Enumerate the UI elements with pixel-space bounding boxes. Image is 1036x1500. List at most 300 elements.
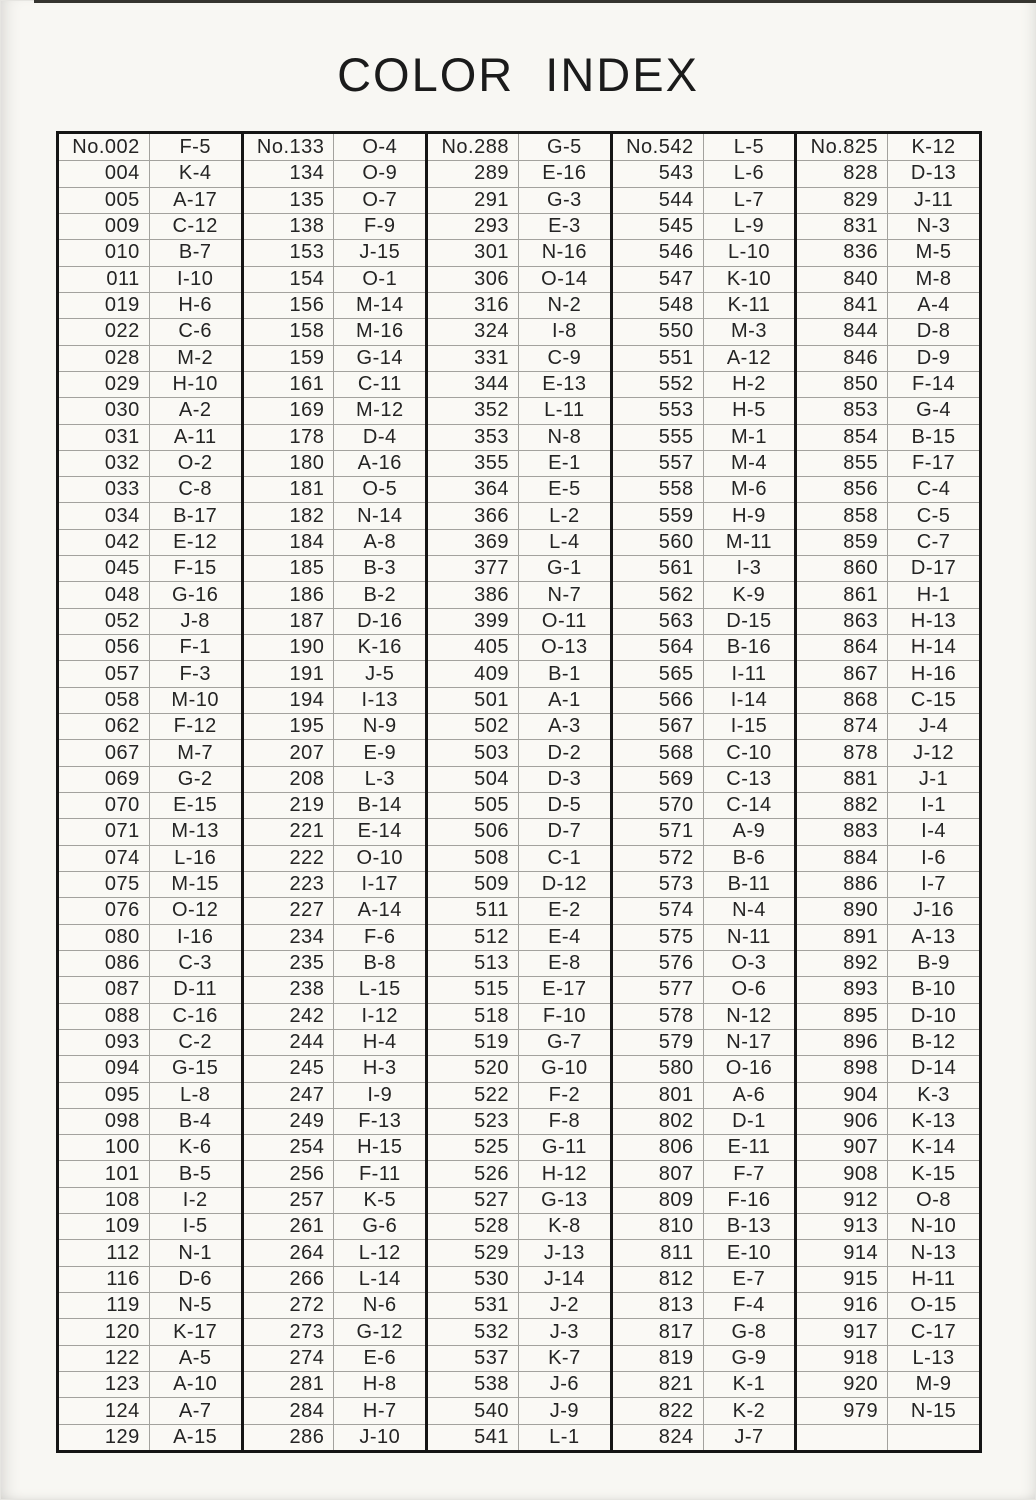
cell-grid-code: K-17 xyxy=(173,1320,218,1343)
color-number: 129 xyxy=(104,1425,140,1448)
cell-color-number xyxy=(428,1425,519,1450)
color-number: 546 xyxy=(658,241,694,264)
color-number: 293 xyxy=(474,215,509,238)
table-row xyxy=(244,581,426,607)
table-row xyxy=(797,950,979,976)
cell-color-number xyxy=(244,767,335,792)
cell-grid-code: F-12 xyxy=(173,715,217,738)
table-row xyxy=(613,660,795,686)
table-row xyxy=(244,345,426,371)
table-row xyxy=(244,766,426,792)
color-number: 874 xyxy=(843,715,879,738)
table-row xyxy=(59,1266,241,1292)
cell-color-number xyxy=(797,1030,888,1055)
cell-color-number xyxy=(797,556,888,581)
color-number: 184 xyxy=(289,530,325,553)
color-number: 405 xyxy=(474,636,509,659)
color-number: 289 xyxy=(474,162,509,185)
cell-grid-code: H-7 xyxy=(362,1399,397,1422)
table-row xyxy=(428,581,610,607)
cell-color-number xyxy=(428,793,519,818)
cell-grid-code: A-13 xyxy=(911,925,956,948)
table-row xyxy=(613,555,795,581)
cell-grid-code: M-6 xyxy=(731,478,767,501)
cell-color-number xyxy=(59,1004,150,1029)
cell-color-number xyxy=(797,1083,888,1108)
color-number: 846 xyxy=(843,346,879,369)
color-number: 563 xyxy=(658,609,694,632)
cell-grid-code: I-17 xyxy=(361,873,399,896)
color-number: 159 xyxy=(289,346,325,369)
cell-color-number xyxy=(797,267,888,292)
color-number: 562 xyxy=(658,583,694,606)
table-row xyxy=(428,871,610,897)
cell-grid-code: C-2 xyxy=(178,1031,213,1054)
color-number: 543 xyxy=(658,162,694,185)
color-number: 566 xyxy=(658,688,694,711)
cell-grid-code: A-12 xyxy=(726,346,772,369)
cell-color-number xyxy=(797,1267,888,1292)
table-row xyxy=(613,1345,795,1371)
cell-grid-code: E-13 xyxy=(542,373,587,396)
cell-grid-code: L-3 xyxy=(364,767,395,790)
cell-color-number xyxy=(797,767,888,792)
cell-color-number xyxy=(428,214,519,239)
table-row xyxy=(797,792,979,818)
color-number: 281 xyxy=(289,1373,325,1396)
cell-grid-code: N-7 xyxy=(547,583,582,606)
cell-grid-code: D-16 xyxy=(357,609,403,632)
table-row xyxy=(428,424,610,450)
cell-grid-code: B-15 xyxy=(911,425,956,448)
cell-grid-code: D-10 xyxy=(910,1004,957,1027)
cell-grid-code: E-17 xyxy=(542,978,587,1001)
cell-color-number xyxy=(244,214,335,239)
table-row xyxy=(59,134,241,160)
color-number: 112 xyxy=(106,1241,140,1264)
cell-color-number xyxy=(797,688,888,713)
cell-color-number xyxy=(244,293,335,318)
color-number: 532 xyxy=(474,1320,509,1343)
cell-grid-code: N-3 xyxy=(916,215,951,238)
cell-color-number xyxy=(613,134,704,160)
cell-grid-code: O-6 xyxy=(731,978,767,1001)
cell-grid-code: A-8 xyxy=(363,530,397,553)
cell-grid-code: G-8 xyxy=(731,1320,767,1343)
table-row xyxy=(797,634,979,660)
cell-color-number xyxy=(428,530,519,555)
table-row xyxy=(797,239,979,265)
color-number: 886 xyxy=(843,873,879,896)
cell-grid-code: E-3 xyxy=(548,215,581,238)
cell-color-number xyxy=(244,1056,335,1081)
cell-grid-code: C-11 xyxy=(357,373,402,396)
cell-grid-code: D-9 xyxy=(916,346,951,369)
cell-grid-code: G-11 xyxy=(541,1136,587,1159)
table-row xyxy=(797,1108,979,1134)
table-row xyxy=(244,239,426,265)
cell-color-number xyxy=(613,1293,704,1318)
table-row xyxy=(244,818,426,844)
number-prefix: No. xyxy=(626,135,659,158)
color-number: 811 xyxy=(660,1241,694,1264)
color-number: 548 xyxy=(658,294,694,317)
table-row xyxy=(428,713,610,739)
cell-grid-code: L-11 xyxy=(544,399,585,422)
cell-color-number xyxy=(797,951,888,976)
cell-color-number xyxy=(59,161,150,186)
cell-grid-code: A-15 xyxy=(173,1425,218,1448)
table-row xyxy=(797,1213,979,1239)
table-row xyxy=(244,871,426,897)
cell-grid-code: J-3 xyxy=(549,1320,580,1343)
table-row xyxy=(428,1108,610,1134)
color-number: 892 xyxy=(843,952,879,975)
color-number: 859 xyxy=(843,530,879,553)
table-row xyxy=(428,845,610,871)
cell-color-number xyxy=(613,1109,704,1134)
table-row xyxy=(797,1239,979,1265)
color-number: 187 xyxy=(289,609,325,632)
table-row xyxy=(428,687,610,713)
color-number: 004 xyxy=(104,162,140,185)
table-row xyxy=(613,213,795,239)
cell-color-number xyxy=(797,1056,888,1081)
cell-color-number xyxy=(244,240,335,265)
cell-color-number xyxy=(428,293,519,318)
table-row xyxy=(428,318,610,344)
table-row xyxy=(428,792,610,818)
table-row xyxy=(613,871,795,897)
color-number: 156 xyxy=(289,294,325,317)
cell-color-number xyxy=(244,661,335,686)
color-number: 399 xyxy=(474,609,509,632)
table-row xyxy=(797,581,979,607)
table-row xyxy=(244,318,426,344)
color-number: 806 xyxy=(658,1136,694,1159)
cell-color-number xyxy=(59,188,150,213)
cell-grid-code: O-9 xyxy=(362,162,398,185)
cell-color-number xyxy=(428,1214,519,1239)
table-row xyxy=(428,502,610,528)
cell-color-number xyxy=(613,1188,704,1213)
color-number: 574 xyxy=(658,899,694,922)
cell-color-number xyxy=(613,1346,704,1371)
cell-grid-code: D-1 xyxy=(732,1109,766,1132)
cell-grid-code: I-6 xyxy=(921,846,946,869)
color-number: 002 xyxy=(104,135,140,158)
color-number: 801 xyxy=(658,1083,694,1106)
cell-grid-code: A-17 xyxy=(173,188,218,211)
table-row xyxy=(797,924,979,950)
cell-color-number xyxy=(59,661,150,686)
cell-grid-code: E-16 xyxy=(542,162,587,185)
table-row xyxy=(428,266,610,292)
color-number: 509 xyxy=(474,873,509,896)
cell-color-number xyxy=(428,898,519,923)
color-number: 011 xyxy=(106,267,140,290)
cell-color-number xyxy=(797,451,888,476)
table-row xyxy=(428,1266,610,1292)
cell-grid-code: B-10 xyxy=(911,978,956,1001)
color-index-table xyxy=(56,131,982,1453)
table-row xyxy=(428,213,610,239)
cell-color-number xyxy=(244,451,335,476)
table-row xyxy=(244,845,426,871)
table-row xyxy=(59,345,241,371)
cell-grid-code: N-12 xyxy=(726,1004,772,1027)
cell-grid-code: G-3 xyxy=(546,188,582,211)
cell-grid-code: D-15 xyxy=(726,609,772,632)
color-number: 235 xyxy=(289,952,325,975)
cell-color-number xyxy=(428,1398,519,1423)
table-row xyxy=(797,660,979,686)
color-number: 912 xyxy=(843,1188,879,1211)
cell-grid-code: E-14 xyxy=(357,820,402,843)
color-number: 195 xyxy=(289,715,325,738)
cell-grid-code: O-8 xyxy=(916,1188,951,1211)
table-row xyxy=(59,213,241,239)
cell-color-number xyxy=(428,451,519,476)
cell-color-number xyxy=(428,1319,519,1344)
cell-grid-code: L-16 xyxy=(174,846,217,869)
cell-color-number xyxy=(613,1214,704,1239)
color-number: 009 xyxy=(104,215,140,238)
table-row xyxy=(797,529,979,555)
cell-grid-code: I-11 xyxy=(731,662,767,685)
cell-color-number xyxy=(59,609,150,634)
cell-grid-code: G-9 xyxy=(731,1346,767,1369)
cell-color-number xyxy=(428,477,519,502)
table-row xyxy=(59,187,241,213)
cell-color-number xyxy=(613,819,704,844)
color-number: 190 xyxy=(289,636,325,659)
color-number: 245 xyxy=(289,1057,325,1080)
color-number: 809 xyxy=(658,1188,694,1211)
color-number: 286 xyxy=(289,1425,325,1448)
color-number: 802 xyxy=(658,1109,694,1132)
cell-color-number xyxy=(59,740,150,765)
table-row xyxy=(797,266,979,292)
cell-color-number xyxy=(59,477,150,502)
cell-color-number xyxy=(428,925,519,950)
cell-grid-code: G-1 xyxy=(546,557,582,580)
cell-grid-code: C-6 xyxy=(178,320,213,343)
cell-grid-code: J-11 xyxy=(913,188,954,211)
table-row xyxy=(428,397,610,423)
color-number: 088 xyxy=(104,1004,140,1027)
cell-grid-code: O-3 xyxy=(731,952,767,975)
cell-color-number xyxy=(244,503,335,528)
color-number: 547 xyxy=(658,267,694,290)
cell-color-number xyxy=(613,503,704,528)
cell-grid-code: C-7 xyxy=(916,530,951,553)
cell-grid-code: H-9 xyxy=(732,504,766,527)
cell-color-number xyxy=(613,267,704,292)
cell-grid-code: L-1 xyxy=(549,1425,580,1448)
cell-grid-code: K-5 xyxy=(363,1188,397,1211)
cell-grid-code: L-9 xyxy=(733,215,765,238)
table-row xyxy=(797,1003,979,1029)
table-row xyxy=(613,239,795,265)
color-number: 052 xyxy=(104,609,140,632)
color-number: 124 xyxy=(104,1399,140,1422)
cell-grid-code: M-5 xyxy=(915,241,952,264)
cell-color-number xyxy=(59,240,150,265)
cell-color-number xyxy=(613,977,704,1002)
table-row xyxy=(244,660,426,686)
cell-grid-code: D-5 xyxy=(547,794,582,817)
cell-grid-code: C-1 xyxy=(547,846,582,869)
color-number: 836 xyxy=(843,241,879,264)
table-row xyxy=(59,1108,241,1134)
color-number: 191 xyxy=(289,662,325,685)
color-number: 116 xyxy=(106,1267,140,1290)
cell-color-number xyxy=(244,609,335,634)
cell-color-number xyxy=(613,714,704,739)
table-row xyxy=(244,1292,426,1318)
cell-grid-code: G-13 xyxy=(541,1188,588,1211)
table-row xyxy=(244,1055,426,1081)
cell-color-number xyxy=(613,1083,704,1108)
cell-grid-code: H-13 xyxy=(910,609,957,632)
cell-color-number xyxy=(613,425,704,450)
cell-grid-code: J-4 xyxy=(918,715,949,738)
cell-color-number xyxy=(244,1083,335,1108)
color-number: 409 xyxy=(474,662,509,685)
table-row xyxy=(428,924,610,950)
table-row xyxy=(797,1345,979,1371)
cell-grid-code: I-13 xyxy=(361,688,399,711)
table-row xyxy=(428,976,610,1002)
color-number: 234 xyxy=(289,925,325,948)
cell-grid-code: L-8 xyxy=(179,1083,211,1106)
cell-grid-code: I-2 xyxy=(182,1188,208,1211)
cell-grid-code: F-3 xyxy=(179,662,211,685)
cell-grid-code: F-1 xyxy=(179,636,211,659)
color-number: 579 xyxy=(658,1031,694,1054)
cell-color-number xyxy=(428,688,519,713)
cell-color-number xyxy=(797,872,888,897)
cell-color-number xyxy=(613,1161,704,1186)
color-number: 840 xyxy=(843,267,879,290)
scan-edge-artifact xyxy=(34,0,1036,3)
table-row xyxy=(59,739,241,765)
color-number: 853 xyxy=(843,399,879,422)
table-row xyxy=(613,1082,795,1108)
color-number: 821 xyxy=(658,1373,694,1396)
cell-color-number xyxy=(244,1346,335,1371)
table-row xyxy=(244,1397,426,1423)
cell-grid-code: I-12 xyxy=(361,1004,399,1027)
cell-grid-code: B-7 xyxy=(178,241,212,264)
color-number: 908 xyxy=(843,1162,879,1185)
cell-color-number xyxy=(59,819,150,844)
table-row xyxy=(244,897,426,923)
color-number: 858 xyxy=(843,504,879,527)
cell-color-number xyxy=(244,740,335,765)
color-number: 291 xyxy=(474,188,509,211)
cell-grid-code: K-3 xyxy=(917,1083,950,1106)
color-number: 572 xyxy=(658,846,694,869)
table-row xyxy=(244,266,426,292)
color-number: 208 xyxy=(289,767,325,790)
color-number: 272 xyxy=(289,1294,325,1317)
cell-color-number xyxy=(59,398,150,423)
cell-grid-code: F-13 xyxy=(358,1109,402,1132)
table-row xyxy=(244,213,426,239)
table-row xyxy=(797,739,979,765)
color-number: 860 xyxy=(843,557,879,580)
cell-grid-code: L-13 xyxy=(912,1346,955,1369)
table-row xyxy=(613,1239,795,1265)
cell-color-number xyxy=(59,688,150,713)
table-row xyxy=(59,608,241,634)
table-row xyxy=(428,1134,610,1160)
color-number: 855 xyxy=(843,451,879,474)
cell-grid-code: B-4 xyxy=(178,1109,212,1132)
cell-color-number xyxy=(59,1056,150,1081)
cell-color-number xyxy=(244,346,335,371)
cell-grid-code: J-10 xyxy=(359,1425,401,1448)
cell-color-number xyxy=(613,161,704,186)
cell-grid-code: M-14 xyxy=(356,294,404,317)
color-number: 518 xyxy=(474,1004,509,1027)
table-row xyxy=(428,1424,610,1450)
cell-grid-code: E-4 xyxy=(548,925,581,948)
color-number: 135 xyxy=(289,188,325,211)
color-number: 856 xyxy=(843,478,879,501)
table-row xyxy=(613,529,795,555)
color-number: 352 xyxy=(474,399,509,422)
table-row xyxy=(428,292,610,318)
cell-color-number xyxy=(613,1056,704,1081)
table-row xyxy=(613,1397,795,1423)
color-number: 075 xyxy=(104,873,140,896)
cell-color-number xyxy=(244,819,335,844)
cell-grid-code: G-2 xyxy=(177,767,213,790)
cell-grid-code: K-10 xyxy=(726,267,772,290)
cell-grid-code: H-8 xyxy=(362,1373,397,1396)
cell-grid-code: L-2 xyxy=(549,504,580,527)
cell-color-number xyxy=(244,977,335,1002)
cell-color-number xyxy=(428,582,519,607)
color-number: 284 xyxy=(289,1399,325,1422)
cell-color-number xyxy=(797,530,888,555)
table-row xyxy=(797,318,979,344)
table-row xyxy=(613,1160,795,1186)
color-number: 810 xyxy=(658,1215,694,1238)
color-number: 527 xyxy=(474,1188,509,1211)
table-row xyxy=(59,1055,241,1081)
cell-grid-code: G-10 xyxy=(541,1057,588,1080)
cell-grid-code: A-10 xyxy=(173,1373,218,1396)
cell-color-number xyxy=(797,977,888,1002)
cell-color-number xyxy=(59,503,150,528)
table-row xyxy=(59,687,241,713)
cell-color-number xyxy=(797,661,888,686)
color-number: 057 xyxy=(104,662,140,685)
cell-grid-code: C-9 xyxy=(547,346,582,369)
table-row xyxy=(613,1371,795,1397)
cell-color-number xyxy=(428,319,519,344)
cell-grid-code: C-5 xyxy=(916,504,951,527)
color-number: 570 xyxy=(658,794,694,817)
table-row xyxy=(59,1003,241,1029)
color-number: 010 xyxy=(104,241,140,264)
table-row xyxy=(59,1371,241,1397)
cell-color-number xyxy=(59,1372,150,1397)
